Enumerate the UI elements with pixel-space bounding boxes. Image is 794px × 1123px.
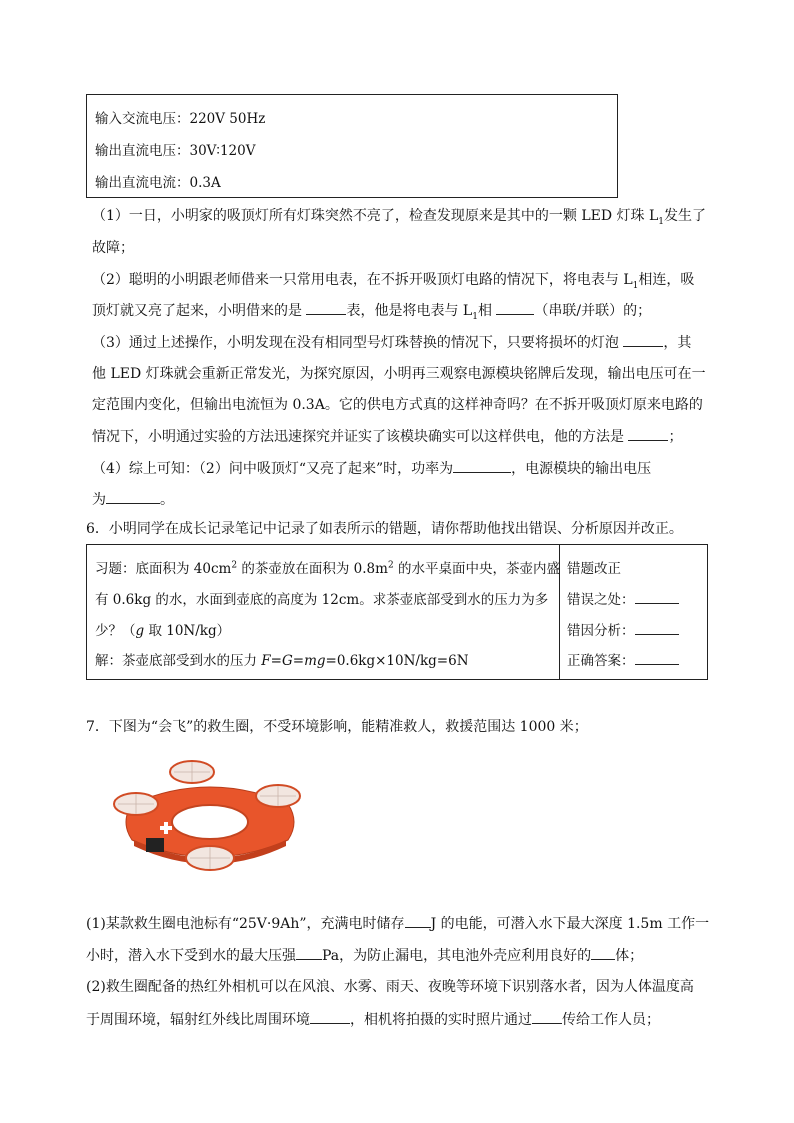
q7-part2-line1: (2)救生圈配备的热红外相机可以在风浪、水雾、雨天、夜晚等环境下识别落水者，因为人体温度高: [86, 979, 694, 995]
q5-part1-text-end: 发生了: [664, 208, 707, 224]
problem-line1: [95, 557, 560, 577]
q5-part3-text-e: 情况下，小明通过实验的方法迅速探究并证实了该模块确实可以这样供电，他的方法是: [92, 429, 624, 445]
q7-part2-text-d: 传给工作人员；: [562, 1012, 660, 1028]
answer-blank-error-location[interactable]: [635, 589, 679, 604]
flying-lifebuoy-image: [112, 752, 308, 878]
rotor-guard-right: [256, 785, 300, 807]
q5-part2-text-end: 相连，吸: [638, 272, 695, 288]
problem-text-a: 习题：底面积为 40cm: [95, 561, 232, 577]
answer-blank-correct-answer[interactable]: [635, 650, 679, 665]
q5-part3-line4: [92, 426, 682, 447]
subscript: 1: [632, 280, 639, 291]
q5-part4-text-c: 为: [92, 492, 106, 508]
q7-part1-text-b: J 的电能，可潜入水下最大深度 1.5m 工作一: [430, 916, 710, 932]
answer-blank-power[interactable]: [453, 458, 511, 473]
problem-text-c: 的水平桌面中央，茶壶内盛: [393, 561, 560, 577]
q5-part2-line1: [92, 270, 694, 296]
correction-label: 错因分析：: [567, 623, 635, 639]
answer-blank-energy[interactable]: [405, 913, 431, 928]
correction-answer: [567, 649, 679, 669]
q6-title: 6．小明同学在成长记录笔记中记录了如表所示的错题，请你帮助他找出错误、分析原因并改正。: [86, 521, 683, 537]
solution-result: =0.6kg×10N/kg=6N: [325, 653, 469, 669]
problem-line2: 有 0.6kg 的水，水面到壶底的高度为 12cm。求茶壶底部受到水的压力为多: [95, 592, 549, 608]
q7-title: 7．下图为“会飞”的救生圈，不受环境影响，能精准救人，救援范围达 1000 米；: [86, 719, 588, 735]
q5-part2-text-e: 相: [477, 303, 492, 319]
correction-label: 错误之处：: [567, 592, 635, 608]
q5-part3-line3: 定范围内变化，但输出电流恒为 0.3A。它的供电方式真的这样神奇吗？在不拆开吸顶灯原来电路的: [92, 397, 703, 413]
correction-error-analysis: [567, 619, 679, 639]
answer-blank-output-voltage[interactable]: [106, 489, 160, 504]
q5-part4-text-d: 。: [160, 492, 174, 508]
answer-blank-connection[interactable]: [496, 300, 534, 315]
power-spec-box: [86, 94, 618, 198]
q7-part2-line2: [86, 1009, 660, 1030]
subscript: 1: [658, 216, 665, 227]
q7-part1-text-e: 体；: [615, 948, 644, 964]
q5-part4-text-b: ，电源模块的输出电压: [511, 461, 652, 477]
q7-part2-text-b: 于周围环境，辐射红外线比周围环境: [86, 1012, 310, 1028]
problem-text-b: 的茶壶放在面积为 0.8m: [237, 561, 388, 577]
correction-error-location: [567, 588, 679, 608]
q5-part3-line1: [92, 332, 691, 353]
gravity-symbol: g: [135, 623, 145, 639]
q5-part3-text-a: （3）通过上述操作，小明发现在没有相同型号灯珠替换的情况下，只要将损坏的灯泡: [92, 335, 619, 351]
q5-part4-line2: [92, 489, 174, 510]
superscript: 2: [231, 560, 238, 571]
q5-part2-text-c: 顶灯就又亮了起来，小明借来的是: [92, 303, 302, 319]
rotor-guard-top: [170, 761, 214, 783]
spec-output-voltage: 输出直流电压：30V∶120V: [95, 143, 256, 159]
q7-part1-text-a: (1)某款救生圈电池标有“25V·9Ah”，充满电时储存: [86, 916, 405, 932]
problem-text-3a: 少？（: [95, 623, 136, 639]
answer-blank-insulator[interactable]: [591, 945, 615, 960]
spec-output-current: 输出直流电流：0.3A: [95, 175, 221, 191]
rotor-guard-bottom: [186, 846, 234, 870]
answer-blank-pressure[interactable]: [296, 945, 322, 960]
q5-part1-line1: [92, 206, 706, 232]
q5-part3-text-f: ；: [668, 429, 683, 445]
rotor-guard-left: [114, 793, 158, 815]
problem-line3: [95, 619, 230, 639]
q7-part1-line1: [86, 913, 709, 934]
q7-part1-line2: [86, 945, 643, 966]
q5-part1-text: （1）一日，小明家的吸顶灯所有灯珠突然不亮了，检查发现原来是其中的一颗 LED 灯珠 L: [92, 208, 659, 224]
solution-line: [95, 649, 469, 669]
q5-part3-text-b: ，其: [663, 335, 692, 351]
q5-part2-text: （2）聪明的小明跟老师借来一只常用电表，在不拆开吸顶灯电路的情况下，将电表与 L: [92, 272, 633, 288]
correction-title: 错题改正: [567, 561, 621, 577]
solution-formula: F=G=mg: [261, 653, 326, 669]
q7-part1-text-d: Pa，为防止漏电，其电池外壳应利用良好的: [322, 948, 592, 964]
battery-box: [146, 838, 164, 852]
q7-part1-text-c: 小时，潜入水下受到水的最大压强: [86, 948, 296, 964]
q5-part4-line1: [92, 458, 651, 479]
spec-input-voltage: 输入交流电压：220V 50Hz: [95, 111, 266, 127]
q5-part3-line2: 他 LED 灯珠就会重新正常发光，为探究原因，小明再三观察电源模块铭牌后发现，输出电压可在一: [92, 366, 706, 382]
answer-blank-method[interactable]: [628, 426, 668, 441]
q5-part2-text-d: 表，他是将电表与 L: [346, 303, 473, 319]
problem-text-3b: 取 10N/kg）: [144, 623, 231, 639]
error-correction-table: [86, 544, 708, 680]
q5-part4-text-a: （4）综上可知：（2）问中吸顶灯“又亮了起来”时，功率为: [92, 461, 454, 477]
correction-label: 正确答案：: [567, 653, 635, 669]
answer-blank-error-analysis[interactable]: [635, 620, 679, 635]
answer-blank-meter-type[interactable]: [306, 300, 346, 315]
q5-part2-line2: [92, 300, 651, 327]
answer-blank-transmission[interactable]: [532, 1009, 562, 1024]
answer-blank-bulb-action[interactable]: [623, 332, 663, 347]
solution-text: 解：茶壶底部受到水的压力: [95, 653, 262, 669]
superscript: 2: [387, 560, 394, 571]
subscript: 1: [472, 311, 478, 322]
q5-part1-line2: 故障；: [92, 240, 134, 256]
q5-part2-text-f: （串联/并联）的；: [534, 303, 652, 319]
q7-part2-text-c: ，相机将拍摄的实时照片通过: [350, 1012, 532, 1028]
answer-blank-radiation[interactable]: [310, 1009, 350, 1024]
